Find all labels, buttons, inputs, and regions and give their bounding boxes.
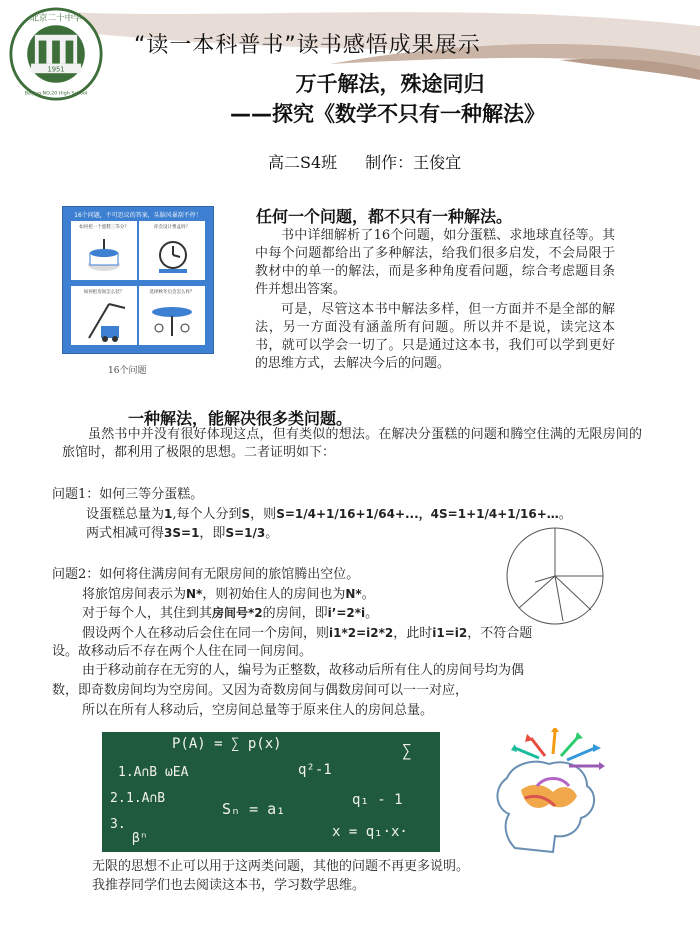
section1-paragraph-2: 可是，尽管这本书中解法多样，但一方面并不是全部的解法，另一方面没有涵盖所有问题。所以并不是说，读完这本书，就可以学会一切了。只是通过这本书，我们可以学到更好的思维方式，去解决今后的问题。 [255, 302, 615, 371]
formula-3: 1.A∩B [126, 791, 166, 806]
thumbnail-question-4: 选择秋冬后会怎么样？ [149, 290, 195, 295]
section2-intro: 虽然书中并没有很好体现这点，但有类似的想法。在解决分蛋糕的问题和腾空住满的无限房间的旅馆时，都利用了极限的思想。二者证明如下： [62, 427, 642, 460]
thumbnail-question-2: 你会设计费盒吗？ [154, 225, 190, 230]
clock-icon [155, 235, 191, 275]
problem2-line-3: 假设两个人在移动后会住在同一个房间，则i1*2=i2*2，此时i1=i2，不符合题 [82, 626, 533, 641]
formula-4: 2. [110, 791, 126, 806]
problem2-line-2: 对于每个人，其住到其房间号*2的房间，即i’=2*i。 [82, 606, 379, 621]
crane-icon [79, 298, 129, 342]
closing-line-1: 无限的思想不止可以用于这两类问题，其他的问题不再更多说明。 [92, 859, 470, 874]
formula-9: x = q₁·x· [332, 824, 408, 840]
thumbnail-question-1: 如何把一个蛋糕三等分？ [79, 225, 129, 230]
thumbnail-question-3: 如何把房间怎么装？ [83, 290, 125, 295]
closing-line-2: 我推荐同学们也去阅读这本书，学习数学思维。 [92, 878, 366, 893]
thumbnail-cell-2 [139, 221, 205, 280]
svg-text:1951: 1951 [47, 65, 65, 74]
poster-header-title: “读一本科普书”读书感悟成果展示 [134, 33, 481, 58]
thumbnail-cell-1 [71, 221, 137, 280]
formula-5: 3. [110, 817, 126, 832]
thumbnail-caption: 16个问题 [108, 366, 147, 376]
cake-icon [85, 235, 123, 275]
section1-heading: 任何一个问题，都不只有一种解法。 [256, 207, 513, 226]
table-icon [149, 298, 195, 342]
formula-10: ∑ [402, 741, 412, 760]
problem2-line-6: 数，即奇数房间均为空房间。又因为奇数房间与偶数房间可以一一对应， [52, 683, 469, 698]
thumbnail-cell-3 [71, 286, 137, 345]
problem1-line-2: 两式相减可得3S=1，即S=1/3。 [86, 526, 279, 541]
problem2-line-4: 设。故移动后不存在两个人住在同一间房间。 [52, 644, 313, 659]
author-name: 制作：王俊宜 [365, 153, 462, 172]
poster-title: 万千解法，殊途同归 [295, 72, 485, 96]
class-name: 高二S4班 [268, 153, 338, 172]
thumbnail-heading: 16个问题，不可思议的答案，头脑风暴刮不停！ [74, 212, 202, 219]
section1-paragraph-1: 书中详细解析了16个问题，如分蛋糕、求地球直径等。其中每个问题都给出了多种解法，给我们很多启发，不会局限于教材中的单一的解法，而是多种角度看问题，综合考虑题目条件并想出答案。 [255, 228, 615, 297]
byline [268, 150, 461, 173]
problem1-title: 问题1：如何三等分蛋糕。 [52, 487, 204, 502]
problem2-line-5: 由于移动前存在无穷的人，编号为正整数，故移动后所有住人的房间号均为偶 [82, 663, 525, 678]
problem2-line-1: 将旅馆房间表示为N*，则初始住人的房间也为N*。 [82, 587, 375, 602]
problem2-line-7: 所以在所有人移动后，空房间总量等于原来住人的房间总量。 [82, 703, 434, 718]
school-logo [8, 6, 104, 102]
formula-1: 1.A∩B ωEA [118, 765, 189, 780]
formula-6: βⁿ [132, 831, 148, 846]
problem1-line-1: 设蛋糕总量为1,每个人分到S，则S=1/4+1/16+1/64+...，4S=1+1/4+1/16+…。 [86, 507, 572, 522]
svg-text:北京二十中学: 北京二十中学 [30, 13, 82, 24]
problem2-title: 问题2：如何将住满房间有无限房间的旅馆腾出空位。 [52, 567, 360, 582]
formula-7: Sₙ = a₁ [222, 800, 286, 818]
cake-division-circle [505, 526, 605, 626]
brain-arrows-illustration [475, 728, 615, 854]
formula-0: P(A) = ∑ p(x) [172, 736, 282, 752]
chalkboard-formulas-image [102, 732, 440, 852]
svg-text:Beijing NO.20 High School: Beijing NO.20 High School [24, 91, 88, 97]
formula-8: q₁ - 1 [352, 792, 403, 808]
thumbnail-cell-4 [139, 286, 205, 345]
book-thumbnail [62, 206, 214, 354]
poster-subtitle: ——探究《数学不只有一种解法》 [230, 102, 545, 126]
section2-heading: 一种解法，能解决很多类问题。 [128, 409, 353, 428]
formula-2: q²-1 [298, 762, 332, 778]
